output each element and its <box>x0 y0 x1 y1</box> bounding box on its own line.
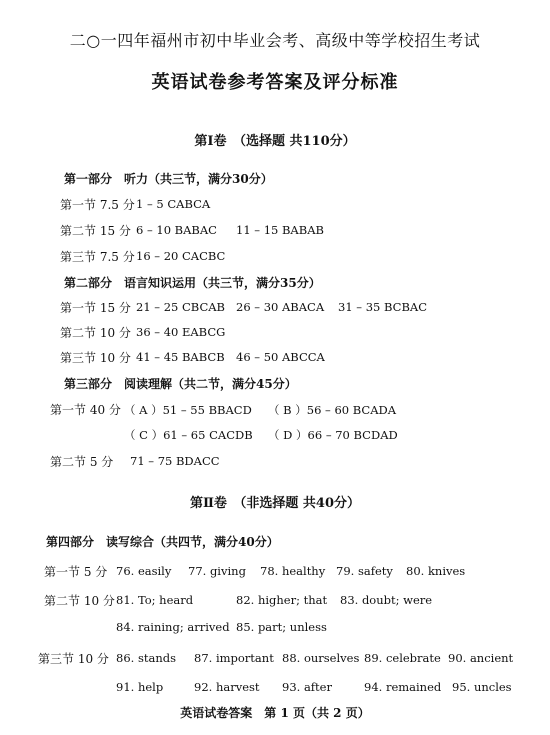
part-1-heading: 第一部分 听力（共三节，满分30分） <box>64 172 273 186</box>
answer-item: 81. To; heard <box>116 593 194 607</box>
answer-item: 91. help <box>116 680 164 694</box>
answer-group: 1 – 5 CABCA <box>136 197 211 211</box>
answer-item: 77. giving <box>188 564 246 578</box>
answer-group: 16 – 20 CACBC <box>136 249 226 263</box>
part-2-heading: 第二部分 语言知识运用（共三节，满分35分） <box>64 276 321 290</box>
answer-item: 88. ourselves <box>282 651 360 665</box>
answer-item: 89. celebrate <box>364 651 441 665</box>
answer-item: 86. stands <box>116 651 176 665</box>
answer-group: （ C ）61 – 65 CACDB <box>124 428 253 442</box>
part-2-section-3-label: 第三节 10 分 <box>60 351 131 365</box>
answer-group: （ D ）66 – 70 BCDAD <box>268 428 398 442</box>
answer-group: 41 – 45 BABCB <box>136 350 225 364</box>
part-1-section-3-label: 第三节 7.5 分 <box>60 250 135 264</box>
answer-group: 26 – 30 ABACA <box>236 300 325 314</box>
part-2-section-2-label: 第二节 10 分 <box>60 326 131 340</box>
part-3-section-1-label: 第一节 40 分 <box>50 403 121 417</box>
answer-group: （ B ）56 – 60 BCADA <box>268 403 397 417</box>
answer-group: 6 – 10 BABAC <box>136 223 217 237</box>
volume-2-heading: 第Ⅱ卷 （非选择题 共40分） <box>189 496 361 511</box>
part-4-section-1-label: 第一节 5 分 <box>44 565 108 579</box>
answer-group: 21 – 25 CBCAB <box>136 300 226 314</box>
page-footer: 英语试卷答案 第 1 页（共 2 页） <box>180 706 370 720</box>
part-1-section-1-label: 第一节 7.5 分 <box>60 198 135 212</box>
part-4-section-2-label: 第二节 10 分 <box>44 594 115 608</box>
document-subtitle: 英语试卷参考答案及评分标准 <box>151 72 399 93</box>
answer-item: 84. raining; arrived <box>116 620 230 634</box>
answer-group: 31 – 35 BCBAC <box>338 300 428 314</box>
answer-item: 90. ancient <box>448 651 514 665</box>
part-3-heading: 第三部分 阅读理解（共二节，满分45分） <box>64 377 297 391</box>
answer-group: （ A ）51 – 55 BBACD <box>124 403 252 417</box>
volume-1-heading: 第Ⅰ卷 （选择题 共110分） <box>194 134 356 149</box>
part-2-section-1-label: 第一节 15 分 <box>60 301 131 315</box>
answer-item: 93. after <box>282 680 332 694</box>
part-3-section-2-label: 第二节 5 分 <box>50 455 114 469</box>
answer-item: 80. knives <box>406 564 466 578</box>
part-4-heading: 第四部分 读写综合（共四节，满分40分） <box>46 535 279 549</box>
answer-item: 82. higher; that <box>236 593 328 607</box>
answer-group: 71 – 75 BDACC <box>130 454 220 468</box>
answer-item: 92. harvest <box>194 680 260 694</box>
answer-item: 79. safety <box>336 564 393 578</box>
part-1-section-2-label: 第二节 15 分 <box>60 224 131 238</box>
answer-item: 95. uncles <box>452 680 512 694</box>
answer-group: 11 – 15 BABAB <box>236 223 324 237</box>
answer-group: 36 – 40 EABCG <box>136 325 226 339</box>
answer-item: 76. easily <box>116 564 172 578</box>
answer-item: 83. doubt; were <box>340 593 433 607</box>
answer-item: 85. part; unless <box>236 620 327 634</box>
answer-item: 78. healthy <box>260 564 326 578</box>
part-4-section-3-label: 第三节 10 分 <box>38 652 109 666</box>
answer-item: 94. remained <box>364 680 442 694</box>
document-title: 二○一四年福州市初中毕业会考、高级中等学校招生考试 <box>69 31 481 50</box>
answer-item: 87. important <box>194 651 274 665</box>
answer-group: 46 – 50 ABCCA <box>236 350 325 364</box>
